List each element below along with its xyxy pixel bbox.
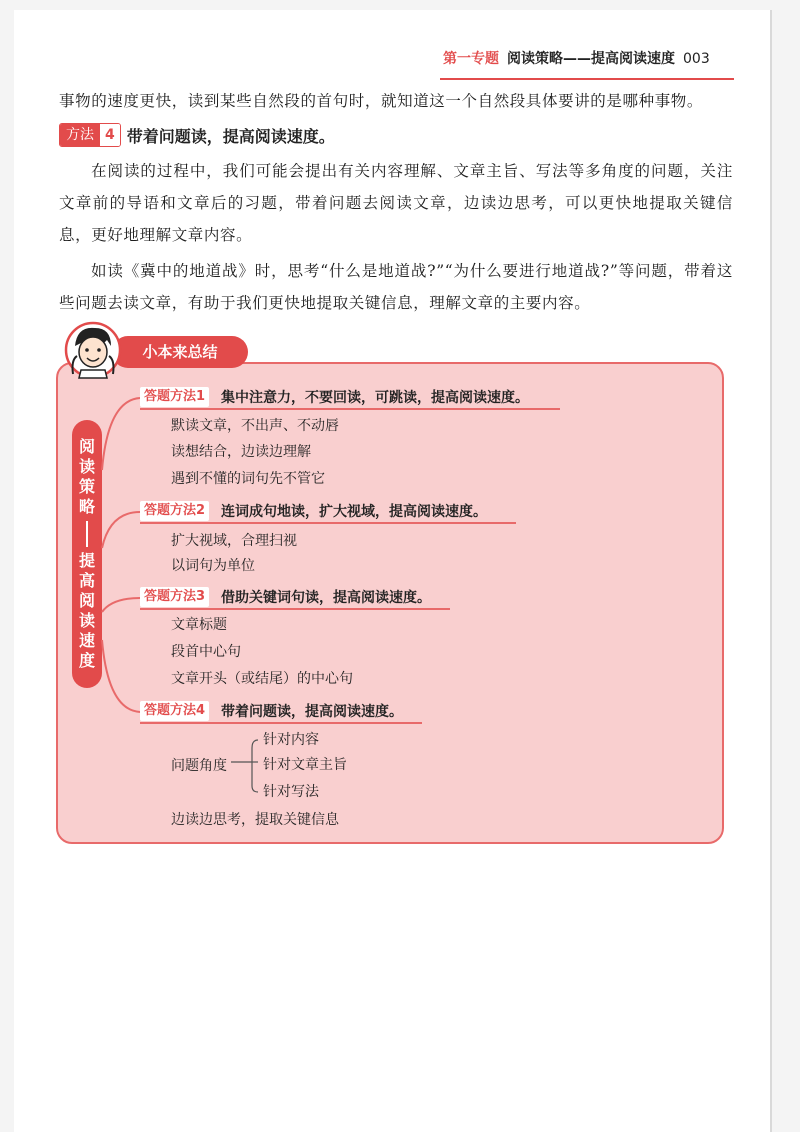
paragraph-continued: 事物的速度更快，读到某些自然段的首句时，就知道这一个自然段具体要讲的是哪种事物。 xyxy=(59,92,704,110)
method-1-heading xyxy=(140,386,529,408)
method-title: 带着问题读，提高阅读速度。 xyxy=(126,126,335,146)
question-angle-item: 针对文章主旨 xyxy=(263,757,347,773)
method-underline xyxy=(140,522,516,524)
method-2-title: 连词成句地读，扩大视域，提高阅读速度。 xyxy=(221,504,488,520)
paragraph-2: 如读《冀中的地道战》时，思考“什么是地道战?”“为什么要进行地道战?”等问题，带着这些问题去读文章，有助于我们更快地提取关键信息，理解文章的主要内容。 xyxy=(59,262,733,312)
method-1-label: 答题方法1 xyxy=(140,387,209,407)
method-1-item: 读想结合，边读边理解 xyxy=(171,444,311,460)
header-rule xyxy=(440,78,734,80)
question-angle-label: 问题角度 xyxy=(171,758,227,774)
method-4-title: 带着问题读，提高阅读速度。 xyxy=(221,704,404,720)
method-tag-word: 方法 xyxy=(60,124,100,146)
header-title: 阅读策略——提高阅读速度 xyxy=(507,51,675,67)
header-topic: 第一专题 xyxy=(443,51,499,67)
method-1-item: 遇到不懂的词句先不管它 xyxy=(171,471,325,487)
method-1-item: 默读文章，不出声、不动唇 xyxy=(171,418,339,434)
method-4-item: 边读边思考，提取关键信息 xyxy=(171,812,339,828)
side-char: 略 xyxy=(78,497,95,516)
side-char: 速 xyxy=(78,631,95,650)
question-angle-item: 针对内容 xyxy=(263,732,319,748)
method-3-label: 答题方法3 xyxy=(140,587,209,607)
side-char: 策 xyxy=(78,477,95,496)
side-dash xyxy=(86,521,88,547)
mascot-icon xyxy=(63,320,149,384)
side-char: 度 xyxy=(78,651,95,670)
method-tag-number: 4 xyxy=(100,124,120,146)
side-char: 阅 xyxy=(78,437,95,456)
method-3-item: 文章开头（或结尾）的中心句 xyxy=(171,671,353,687)
side-char: 阅 xyxy=(78,591,95,610)
method-heading xyxy=(59,123,335,147)
paragraph-1: 在阅读的过程中，我们可能会提出有关内容理解、文章主旨、写法等多角度的问题，关注文章前的导语和文章后的习题，带着问题去阅读文章，边读边思考，可以更快地提取关键信息，更好地理解文章内容。 xyxy=(59,162,733,244)
summary-label: 小本来总结 xyxy=(112,336,248,368)
method-2-item: 扩大视域，合理扫视 xyxy=(171,533,297,549)
question-angle-item: 针对写法 xyxy=(263,784,319,800)
method-1-title: 集中注意力，不要回读，可跳读，提高阅读速度。 xyxy=(221,390,530,406)
side-char: 读 xyxy=(78,611,95,630)
method-2-label: 答题方法2 xyxy=(140,501,209,521)
page-number: 003 xyxy=(683,51,710,67)
method-4-heading xyxy=(140,700,403,722)
method-3-heading xyxy=(140,586,431,608)
method-3-title: 借助关键词句读，提高阅读速度。 xyxy=(221,590,432,606)
method-3-item: 文章标题 xyxy=(171,617,227,633)
side-char: 高 xyxy=(78,571,95,590)
method-tag xyxy=(59,123,121,147)
method-3-item: 段首中心句 xyxy=(171,644,241,660)
method-underline xyxy=(140,408,560,410)
side-char: 读 xyxy=(78,457,95,476)
side-title-pill xyxy=(72,420,102,688)
running-header xyxy=(443,48,733,76)
method-underline xyxy=(140,608,450,610)
method-2-heading xyxy=(140,500,487,522)
method-underline xyxy=(140,722,422,724)
method-2-item: 以词句为单位 xyxy=(171,558,255,574)
side-char: 提 xyxy=(78,551,95,570)
method-4-label: 答题方法4 xyxy=(140,701,209,721)
